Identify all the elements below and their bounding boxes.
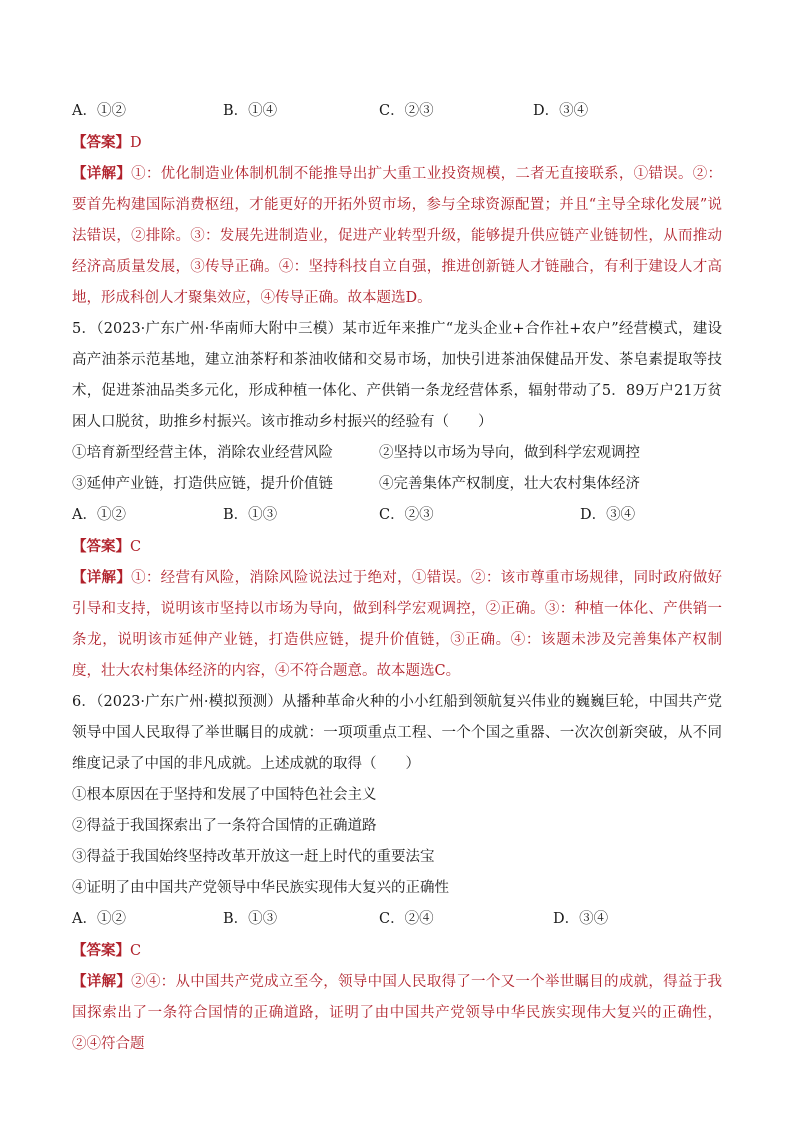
q5-option-3: ③延伸产业链，打造供应链，提升价值链 bbox=[72, 476, 333, 492]
q6-option-2: ②得益于我国探索出了一条符合国情的正确道路 bbox=[72, 818, 377, 834]
q5-choice-b: B．①③ bbox=[223, 507, 278, 523]
answer-value: C bbox=[130, 943, 142, 959]
q6-choice-a: A．①② bbox=[72, 911, 126, 927]
q6-choices bbox=[72, 904, 722, 935]
q6-option-4: ④证明了由中国共产党领导中华民族实现伟大复兴的正确性 bbox=[72, 880, 449, 896]
q6-option-3: ③得益于我国始终坚持改革开放这一赶上时代的重要法宝 bbox=[72, 849, 435, 865]
q5-choices bbox=[72, 500, 722, 531]
q4-answer bbox=[72, 127, 722, 158]
q4-choice-a: A．①② bbox=[72, 103, 126, 119]
q6-detail bbox=[72, 966, 722, 1060]
q4-choices bbox=[72, 96, 722, 127]
q5-options-row-1 bbox=[72, 438, 722, 469]
detail-tag: 【详解】 bbox=[72, 973, 132, 990]
q5-detail bbox=[72, 562, 722, 687]
document-page bbox=[72, 96, 722, 1060]
q4-choice-c: C．②③ bbox=[379, 103, 434, 119]
q6-stem: 6．（2023·广东广州·模拟预测）从播种革命火种的小小红船到领航复兴伟业的巍巍巨轮，中国共产党领导中国人民取得了举世瞩目的成就：一项项重点工程、一个个国之重器、一次次创新突破，从不同维度记录了中国的非凡成就。上述成就的取得（ ） bbox=[72, 694, 722, 772]
q5-stem: 5．（2023·广东广州·华南师大附中三模）某市近年来推广“龙头企业+合作社+农户”经营模式，建设高产油茶示范基地，建立油茶籽和茶油收储和交易市场，加快引进茶油保健品开发、茶皂素提取等技术，促进茶油品类多元化，形成种植一体化、产供销一条龙经营体系，辐射带动了5．89万户21万贫困人口脱贫，助推乡村振兴。该市推动乡村振兴的经验有（ ） bbox=[72, 321, 722, 430]
q4-choice-b: B．①④ bbox=[223, 103, 278, 119]
q5-choice-d: D．③④ bbox=[580, 507, 636, 523]
q6-answer bbox=[72, 935, 722, 966]
detail-tag: 【详解】 bbox=[72, 165, 132, 182]
q4-detail bbox=[72, 158, 722, 314]
q5-answer bbox=[72, 531, 722, 562]
q5-choice-a: A．①② bbox=[72, 507, 126, 523]
detail-text: ②④：从中国共产党成立至今，领导中国人民取得了一个又一个举世瞩目的成就，得益于我国探索出了一条符合国情的正确道路，证明了由中国共产党领导中华民族实现伟大复兴的正确性，②④符合题 bbox=[72, 974, 723, 1052]
q6-choice-d: D．③④ bbox=[553, 911, 609, 927]
detail-tag: 【详解】 bbox=[72, 569, 132, 586]
answer-tag: 【答案】 bbox=[72, 134, 130, 151]
q5-choice-c: C．②③ bbox=[379, 507, 434, 523]
q5-option-4: ④完善集体产权制度，壮大农村集体经济 bbox=[379, 476, 640, 492]
detail-text: ①：优化制造业体制机制不能推导出扩大重工业投资规模，二者无直接联系，①错误。②：要首先构建国际消费枢纽，才能更好的开拓外贸市场，参与全球资源配置；并且“主导全球化发展”说法错误，②排除。③：发展先进制造业，促进产业转型升级，能够提升供应链产业链韧性，从而推动经济高质量发展，③传导正确。④：坚持科技自立自强，推进创新链人才链融合，有利于建设人才高地，形成科创人才聚集效应，④传导正确。故本题选D。 bbox=[72, 166, 723, 306]
q5-option-2: ②坚持以市场为导向，做到科学宏观调控 bbox=[379, 445, 640, 461]
answer-value: D bbox=[130, 135, 142, 151]
q5-options-row-2 bbox=[72, 469, 722, 500]
q6-option-1: ①根本原因在于坚持和发展了中国特色社会主义 bbox=[72, 787, 377, 803]
answer-value: C bbox=[130, 539, 142, 555]
answer-tag: 【答案】 bbox=[72, 942, 130, 959]
q6-choice-c: C．②④ bbox=[379, 911, 434, 927]
q6-choice-b: B．①③ bbox=[223, 911, 278, 927]
q4-choice-d: D．③④ bbox=[533, 103, 589, 119]
q5-option-1: ①培育新型经营主体，消除农业经营风险 bbox=[72, 445, 333, 461]
detail-text: ①：经营有风险，消除风险说法过于绝对，①错误。②：该市尊重市场规律，同时政府做好引导和支持，说明该市坚持以市场为导向，做到科学宏观调控，②正确。③：种植一体化、产供销一条龙，说明该市延伸产业链，打造供应链，提升价值链，③正确。④：该题未涉及完善集体产权制度，壮大农村集体经济的内容，④不符合题意。故本题选C。 bbox=[72, 570, 723, 679]
answer-tag: 【答案】 bbox=[72, 538, 130, 555]
